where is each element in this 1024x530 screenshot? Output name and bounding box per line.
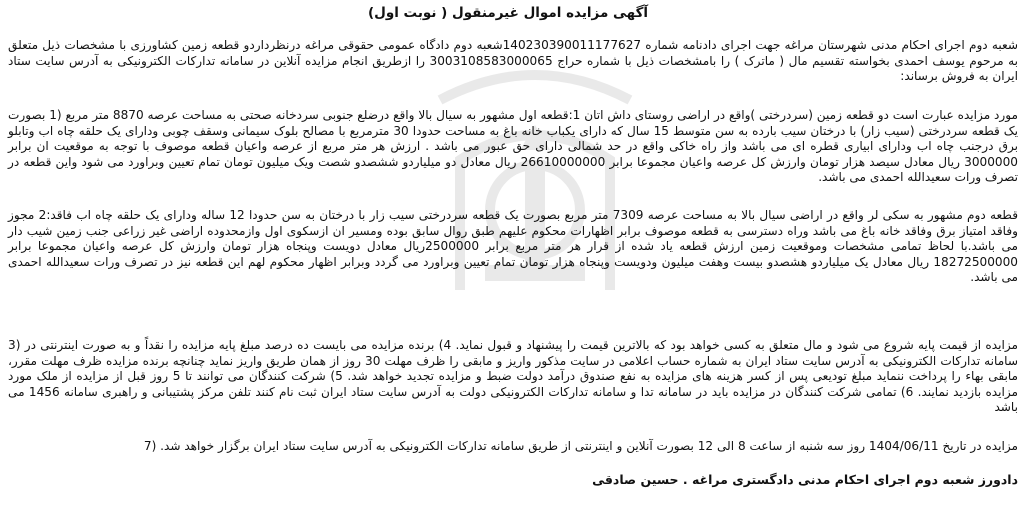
signature-line: دادورز شعبه دوم اجرای احکام مدنی دادگستری مراغه . حسین صادقی xyxy=(592,472,1018,487)
terms-paragraph: مزایده از قیمت پایه شروع می شود و مال متعلق به کسی خواهد بود که بالاترین قیمت را پیشنهاد و قبول نماید. 4) برنده مزایده می بایست ده درصد مبلغ پایه مزایده را نقداً و به صورت اینترنتی در (3 سامانه تدارکات الکترونیکی به آدرس سایت ستاد ایران به شماره حساب اعلامی در سایت مذکور واریز و مابقی را ظرف مهلت 30 روز از همان طریق واریز نماید چنانچه برنده مزایده ظرف مهلت مقرر، مابقی بهاء را پرداخت ننماید مبلغ تودیعی پس از کسر هزینه های مزایده به نفع صندوق درآمد دولت ضبط و مزایده تجدید خواهد شد. 5) شرکت کنندگان می توانند تا 5 روز قبل از مزایده از ملک مورد مزایده بازدید نمایند. 6) تمامی شرکت کنندگان در مزایده باید در سامانه تدا و سامانه تدارکات الکترونیکی دولت به آدرس سایت ستاد ایران ثبت نام کنند تلفن مرکز پشتیبانی و راهبری سامانه 1456 می باشد xyxy=(8,338,1019,415)
item-2-paragraph: قطعه دوم مشهور به سکی لر واقع در اراضی سیال بالا به مساحت عرصه 7309 متر مربع بصورت یک قطعه سردرختی سیب زار با درختان به سن حدودا 12 ساله ودارای یک حلقه چاه اب فاقد:2 مجوز وفاقد امتیاز برق وفاقد خانه باغ می باشد وراه دسترسی به قطعه موصوف برابر اظهارات محکوم علیهم طبق روال سابق بوده ومسیر ان ازسکوی اول وازمحدوده اراضی غیر زراعی جنب زمین شیب دار می باشد.با لحاظ تمامی مشخصات وموقعیت زمین ارزش قطعه یاد شده از قرار هر متر مربع برابر 2500000ریال معادل دویست وپنجاه هزار تومان وارزش کل عرصه واعیان مجموعا برابر 18272500000 ریال معادل یک میلیاردو هشصدو بیست وهفت میلیون ودویست وپنجاه هزار تومان تمام تعیین وبراورد می گردد وبرابر اظهار محکوم لهم این قطعه نیز در تصرف ورات سعیدالله احمدی می باشد. xyxy=(8,208,1019,285)
item-1-paragraph: مورد مزایده عبارت است دو قطعه زمین (سردرختی )واقع در اراضی روستای داش اتان 1:قطعه اول مشهور به سیال بالا واقع درضلع جنوبی سردخانه صحتی به مساحت عرصه 8870 متر مربع (1 بصورت یک قطعه سردرختی (سیب زار) با درختان سیب بارده به سن متوسط 15 سال که دارای یکباب خانه باغ به مساحت حدودا 30 مترمربع با مصالح بلوک سیمانی وسقف چوبی ودارای یک حلقه چاه اب وتابلو برق درجنب چاه اب ودارای ابیاری قطره ای می باشد واز راه خاکی واقع در حد شمالی دارای حق عبور می باشد . ارزش هر متر مربع از عرصه واعیان قطعه موصوف با توجه به موقعیت ان برابر 3000000 ریال معادل سیصد هزار تومان وارزش کل عرصه واعیان مجموعا برابر 26610000000 ریال معادل دو میلیاردو ششصدو شصت ویک میلیون تومان تمام تعیین وبراورد می شود واین قطعه در تصرف ورات سعیدالله احمدی می باشد. xyxy=(8,108,1019,185)
notice-title: آگهی مزایده اموال غیرمنقول ( نوبت اول) xyxy=(367,5,649,21)
item-7-paragraph: مزایده در تاریخ 1404/06/11 روز سه شنبه از ساعت 8 الی 12 بصورت آنلاین و اینترنتی از طریق سامانه تدارکات الکترونیکی به آدرس سایت ستاد ایران برگزار خواهد شد. (7 xyxy=(143,439,1018,453)
intro-paragraph: شعبه دوم اجرای احکام مدنی شهرستان مراغه جهت اجرای دادنامه شماره 140230390011177627شعبه دوم دادگاه عمومی حقوقی مراغه درنظرداردو قطعه زمین کشاورزی با مشخصات ذیل متعلق به مرحوم یوسف احمدی بخواسته تقسیم مال ( ماترک ) را بامشخصات ذیل با شماره حراج 3003108583000065 را ازطریق انجام مزایده آنلاین در سامانه تدارکات الکترونیکی به آدرس سایت ستاد ایران به فروش برساند: xyxy=(8,38,1018,84)
notice-document xyxy=(6,0,1018,530)
